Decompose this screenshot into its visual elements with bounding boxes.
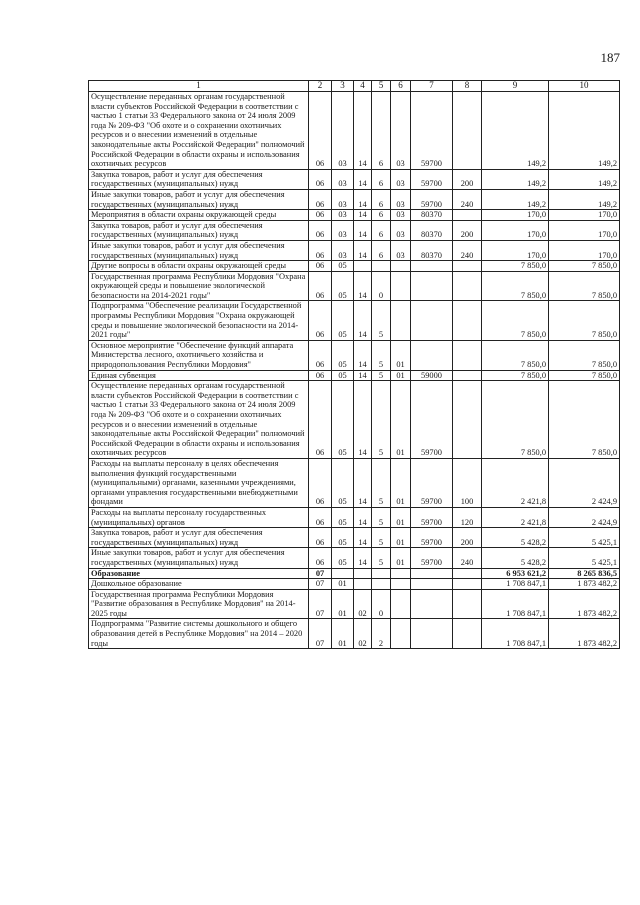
code-subsection: 05 <box>332 528 354 548</box>
amount-year-2: 170,0 <box>549 220 620 240</box>
code-expense-type <box>453 261 482 272</box>
code-direction <box>411 301 453 340</box>
code-program: 14 <box>354 458 372 507</box>
code-program: 14 <box>354 301 372 340</box>
code-subsection: 05 <box>332 381 354 459</box>
table-row <box>89 568 620 579</box>
code-expense-type: 120 <box>453 507 482 527</box>
code-direction: 59700 <box>411 548 453 568</box>
column-header: 9 <box>482 81 549 92</box>
code-subsection: 05 <box>332 271 354 301</box>
code-subsection: 05 <box>332 301 354 340</box>
table-row <box>89 458 620 507</box>
amount-year-2: 8 265 836,5 <box>549 568 620 579</box>
code-direction <box>411 589 453 619</box>
table-row <box>89 589 620 619</box>
code-event: 03 <box>391 220 411 240</box>
code-event: 01 <box>391 507 411 527</box>
code-event: 03 <box>391 92 411 170</box>
code-section: 07 <box>309 579 332 590</box>
code-direction: 59700 <box>411 528 453 548</box>
amount-year-1: 149,2 <box>482 169 549 189</box>
amount-year-1: 7 850,0 <box>482 271 549 301</box>
code-program: 14 <box>354 169 372 189</box>
code-direction: 59700 <box>411 169 453 189</box>
code-section: 06 <box>309 301 332 340</box>
code-subprogram: 6 <box>372 210 391 221</box>
code-subsection: 01 <box>332 579 354 590</box>
code-direction <box>411 340 453 370</box>
column-header: 2 <box>309 81 332 92</box>
amount-year-2: 7 850,0 <box>549 271 620 301</box>
code-subprogram <box>372 261 391 272</box>
amount-year-1: 170,0 <box>482 210 549 221</box>
code-event <box>391 589 411 619</box>
code-subprogram: 5 <box>372 340 391 370</box>
code-subsection: 01 <box>332 619 354 649</box>
code-program: 14 <box>354 210 372 221</box>
table-row <box>89 240 620 260</box>
code-program: 14 <box>354 548 372 568</box>
code-expense-type <box>453 579 482 590</box>
amount-year-1: 7 850,0 <box>482 370 549 381</box>
budget-table <box>88 80 620 649</box>
code-event <box>391 619 411 649</box>
row-description: Государственная программа Республики Мордовия "Развитие образования в Республике Мордовия" на 2014-2025 годы <box>89 589 309 619</box>
code-section: 06 <box>309 210 332 221</box>
code-direction <box>411 619 453 649</box>
code-event: 01 <box>391 370 411 381</box>
code-direction: 59700 <box>411 458 453 507</box>
column-header: 10 <box>549 81 620 92</box>
code-subsection: 03 <box>332 210 354 221</box>
code-direction: 59700 <box>411 189 453 209</box>
amount-year-1: 7 850,0 <box>482 261 549 272</box>
code-event: 03 <box>391 169 411 189</box>
code-direction: 59000 <box>411 370 453 381</box>
code-event <box>391 301 411 340</box>
amount-year-2: 1 873 482,2 <box>549 579 620 590</box>
amount-year-1: 1 708 847,1 <box>482 619 549 649</box>
code-subprogram: 5 <box>372 301 391 340</box>
amount-year-1: 5 428,2 <box>482 528 549 548</box>
column-header: 3 <box>332 81 354 92</box>
amount-year-1: 149,2 <box>482 189 549 209</box>
table-row <box>89 271 620 301</box>
code-expense-type <box>453 301 482 340</box>
amount-year-1: 7 850,0 <box>482 301 549 340</box>
row-description: Осуществление переданных органам государственной власти субъектов Российской Федерации в соответствии с частью 1 статьи 33 Федерального закона от 24 июля 2009 года № 209-ФЗ "Об охоте и о сохранении охотничьих ресурсов и о внесении изменений в отдельные законодательные акты Российской Федерации" полномочий Российской Федерации в области охраны и использования охотничьих ресурсов <box>89 92 309 170</box>
code-event: 01 <box>391 381 411 459</box>
code-program: 14 <box>354 528 372 548</box>
code-expense-type <box>453 340 482 370</box>
code-program: 14 <box>354 220 372 240</box>
table-row <box>89 301 620 340</box>
code-expense-type <box>453 589 482 619</box>
row-description: Подпрограмма "Обеспечение реализации Государственной программы Республики Мордовия "Охрана окружающей среды и повышение экологической безопасности на 2014-2021 годы" <box>89 301 309 340</box>
code-direction: 59700 <box>411 92 453 170</box>
code-program <box>354 568 372 579</box>
code-subprogram: 0 <box>372 589 391 619</box>
table-row <box>89 381 620 459</box>
code-expense-type <box>453 92 482 170</box>
column-header: 1 <box>89 81 309 92</box>
code-direction <box>411 261 453 272</box>
amount-year-2: 7 850,0 <box>549 301 620 340</box>
row-description: Мероприятия в области охраны окружающей среды <box>89 210 309 221</box>
code-section: 06 <box>309 261 332 272</box>
amount-year-2: 149,2 <box>549 189 620 209</box>
code-subsection: 05 <box>332 340 354 370</box>
code-section: 06 <box>309 271 332 301</box>
column-header: 6 <box>391 81 411 92</box>
code-expense-type <box>453 210 482 221</box>
code-program: 02 <box>354 619 372 649</box>
code-subprogram <box>372 579 391 590</box>
row-description: Осуществление переданных органам государственной власти субъектов Российской Федерации в соответствии с частью 1 статьи 33 Федерального закона от 24 июля 2009 года № 209-ФЗ "Об охоте и о сохранении охотничьих ресурсов и о внесении изменений в отдельные законодательные акты Российской Федерации" полномочий Российской Федерации в области охраны и использования охотничьих ресурсов <box>89 381 309 459</box>
table-row <box>89 92 620 170</box>
code-program: 14 <box>354 381 372 459</box>
row-description: Образование <box>89 568 309 579</box>
row-description: Основное мероприятие "Обеспечение функций аппарата Министерства лесного, охотничьего хозяйства и природопользования Республики Мордовия" <box>89 340 309 370</box>
code-subprogram: 6 <box>372 189 391 209</box>
code-program: 14 <box>354 189 372 209</box>
row-description: Расходы на выплаты персоналу в целях обеспечения выполнения функций государственными (муниципальными) органами, казенными учреждениями, органами управления государственными внебюджетными фондами <box>89 458 309 507</box>
table-row <box>89 579 620 590</box>
code-subsection: 03 <box>332 189 354 209</box>
code-subprogram <box>372 568 391 579</box>
row-description: Закупка товаров, работ и услуг для обеспечения государственных (муниципальных) нужд <box>89 169 309 189</box>
amount-year-1: 7 850,0 <box>482 381 549 459</box>
row-description: Закупка товаров, работ и услуг для обеспечения государственных (муниципальных) нужд <box>89 220 309 240</box>
table-row <box>89 169 620 189</box>
code-direction: 80370 <box>411 220 453 240</box>
table-row <box>89 189 620 209</box>
amount-year-1: 1 708 847,1 <box>482 579 549 590</box>
row-description: Расходы на выплаты персоналу государственных (муниципальных) органов <box>89 507 309 527</box>
code-subprogram: 5 <box>372 381 391 459</box>
amount-year-2: 170,0 <box>549 240 620 260</box>
code-program: 14 <box>354 92 372 170</box>
amount-year-2: 2 424,9 <box>549 458 620 507</box>
table-row <box>89 619 620 649</box>
code-program: 14 <box>354 370 372 381</box>
code-direction: 59700 <box>411 507 453 527</box>
amount-year-1: 6 953 621,2 <box>482 568 549 579</box>
amount-year-1: 149,2 <box>482 92 549 170</box>
code-section: 06 <box>309 370 332 381</box>
code-section: 07 <box>309 568 332 579</box>
column-header: 4 <box>354 81 372 92</box>
code-section: 06 <box>309 240 332 260</box>
amount-year-2: 7 850,0 <box>549 340 620 370</box>
amount-year-2: 149,2 <box>549 169 620 189</box>
code-section: 06 <box>309 92 332 170</box>
code-expense-type: 200 <box>453 220 482 240</box>
code-subsection: 05 <box>332 507 354 527</box>
row-description: Другие вопросы в области охраны окружающей среды <box>89 261 309 272</box>
table-row <box>89 261 620 272</box>
amount-year-1: 2 421,8 <box>482 507 549 527</box>
code-expense-type: 240 <box>453 189 482 209</box>
amount-year-2: 1 873 482,2 <box>549 619 620 649</box>
code-section: 06 <box>309 189 332 209</box>
code-event <box>391 579 411 590</box>
code-event: 01 <box>391 340 411 370</box>
code-event <box>391 261 411 272</box>
amount-year-1: 170,0 <box>482 220 549 240</box>
code-subprogram: 2 <box>372 619 391 649</box>
table-row <box>89 340 620 370</box>
row-description: Подпрограмма "Развитие системы дошкольного и общего образования детей в Республике Мордовия" на 2014 – 2020 годы <box>89 619 309 649</box>
code-subprogram: 6 <box>372 169 391 189</box>
code-section: 06 <box>309 169 332 189</box>
code-expense-type: 200 <box>453 528 482 548</box>
code-expense-type <box>453 370 482 381</box>
row-description: Единая субвенция <box>89 370 309 381</box>
code-subprogram: 5 <box>372 370 391 381</box>
code-event: 01 <box>391 528 411 548</box>
table-row <box>89 210 620 221</box>
amount-year-2: 170,0 <box>549 210 620 221</box>
amount-year-2: 5 425,1 <box>549 528 620 548</box>
page-number: 187 <box>600 50 620 65</box>
code-expense-type: 240 <box>453 548 482 568</box>
amount-year-1: 170,0 <box>482 240 549 260</box>
row-description: Иные закупки товаров, работ и услуг для обеспечения государственных (муниципальных) нужд <box>89 240 309 260</box>
code-subsection: 03 <box>332 240 354 260</box>
code-event: 03 <box>391 240 411 260</box>
table-row <box>89 220 620 240</box>
code-expense-type <box>453 619 482 649</box>
row-description: Иные закупки товаров, работ и услуг для обеспечения государственных (муниципальных) нужд <box>89 548 309 568</box>
table-row <box>89 528 620 548</box>
code-expense-type <box>453 568 482 579</box>
code-expense-type <box>453 381 482 459</box>
code-subprogram: 6 <box>372 92 391 170</box>
code-subsection: 03 <box>332 220 354 240</box>
code-subsection: 05 <box>332 370 354 381</box>
code-program: 02 <box>354 589 372 619</box>
table-row <box>89 370 620 381</box>
code-program: 14 <box>354 271 372 301</box>
amount-year-2: 5 425,1 <box>549 548 620 568</box>
code-subprogram: 6 <box>372 220 391 240</box>
row-description: Иные закупки товаров, работ и услуг для обеспечения государственных (муниципальных) нужд <box>89 189 309 209</box>
code-subprogram: 5 <box>372 548 391 568</box>
row-description: Дошкольное образование <box>89 579 309 590</box>
code-section: 06 <box>309 548 332 568</box>
amount-year-1: 1 708 847,1 <box>482 589 549 619</box>
code-program: 14 <box>354 240 372 260</box>
code-direction <box>411 271 453 301</box>
code-program <box>354 579 372 590</box>
code-section: 06 <box>309 381 332 459</box>
code-subsection: 05 <box>332 261 354 272</box>
amount-year-1: 7 850,0 <box>482 340 549 370</box>
code-event <box>391 568 411 579</box>
code-direction: 80370 <box>411 240 453 260</box>
code-expense-type <box>453 271 482 301</box>
column-header: 8 <box>453 81 482 92</box>
column-header-row <box>89 81 620 92</box>
code-expense-type: 100 <box>453 458 482 507</box>
code-program <box>354 261 372 272</box>
table-row <box>89 507 620 527</box>
code-subprogram: 5 <box>372 458 391 507</box>
code-subprogram: 5 <box>372 507 391 527</box>
amount-year-1: 2 421,8 <box>482 458 549 507</box>
amount-year-2: 7 850,0 <box>549 261 620 272</box>
row-description: Закупка товаров, работ и услуг для обеспечения государственных (муниципальных) нужд <box>89 528 309 548</box>
code-section: 07 <box>309 619 332 649</box>
code-direction <box>411 579 453 590</box>
code-subsection: 01 <box>332 589 354 619</box>
code-event: 01 <box>391 458 411 507</box>
code-direction: 59700 <box>411 381 453 459</box>
code-subprogram: 6 <box>372 240 391 260</box>
amount-year-2: 2 424,9 <box>549 507 620 527</box>
code-event: 03 <box>391 210 411 221</box>
code-section: 06 <box>309 458 332 507</box>
amount-year-2: 1 873 482,2 <box>549 589 620 619</box>
code-expense-type: 240 <box>453 240 482 260</box>
code-direction <box>411 568 453 579</box>
code-section: 06 <box>309 340 332 370</box>
table-row <box>89 548 620 568</box>
code-subsection <box>332 568 354 579</box>
code-subsection: 05 <box>332 548 354 568</box>
amount-year-2: 7 850,0 <box>549 381 620 459</box>
code-subsection: 05 <box>332 458 354 507</box>
code-subprogram: 0 <box>372 271 391 301</box>
code-program: 14 <box>354 340 372 370</box>
code-subprogram: 5 <box>372 528 391 548</box>
code-section: 06 <box>309 528 332 548</box>
column-header: 7 <box>411 81 453 92</box>
row-description: Государственная программа Республики Мордовия "Охрана окружающей среды и повышение экологической безопасности на 2014-2021 годы" <box>89 271 309 301</box>
code-section: 07 <box>309 589 332 619</box>
code-program: 14 <box>354 507 372 527</box>
code-subsection: 03 <box>332 169 354 189</box>
code-direction: 80370 <box>411 210 453 221</box>
code-event: 01 <box>391 548 411 568</box>
column-header: 5 <box>372 81 391 92</box>
code-event <box>391 271 411 301</box>
amount-year-1: 5 428,2 <box>482 548 549 568</box>
amount-year-2: 149,2 <box>549 92 620 170</box>
code-event: 03 <box>391 189 411 209</box>
code-section: 06 <box>309 507 332 527</box>
code-expense-type: 200 <box>453 169 482 189</box>
code-section: 06 <box>309 220 332 240</box>
code-subsection: 03 <box>332 92 354 170</box>
amount-year-2: 7 850,0 <box>549 370 620 381</box>
